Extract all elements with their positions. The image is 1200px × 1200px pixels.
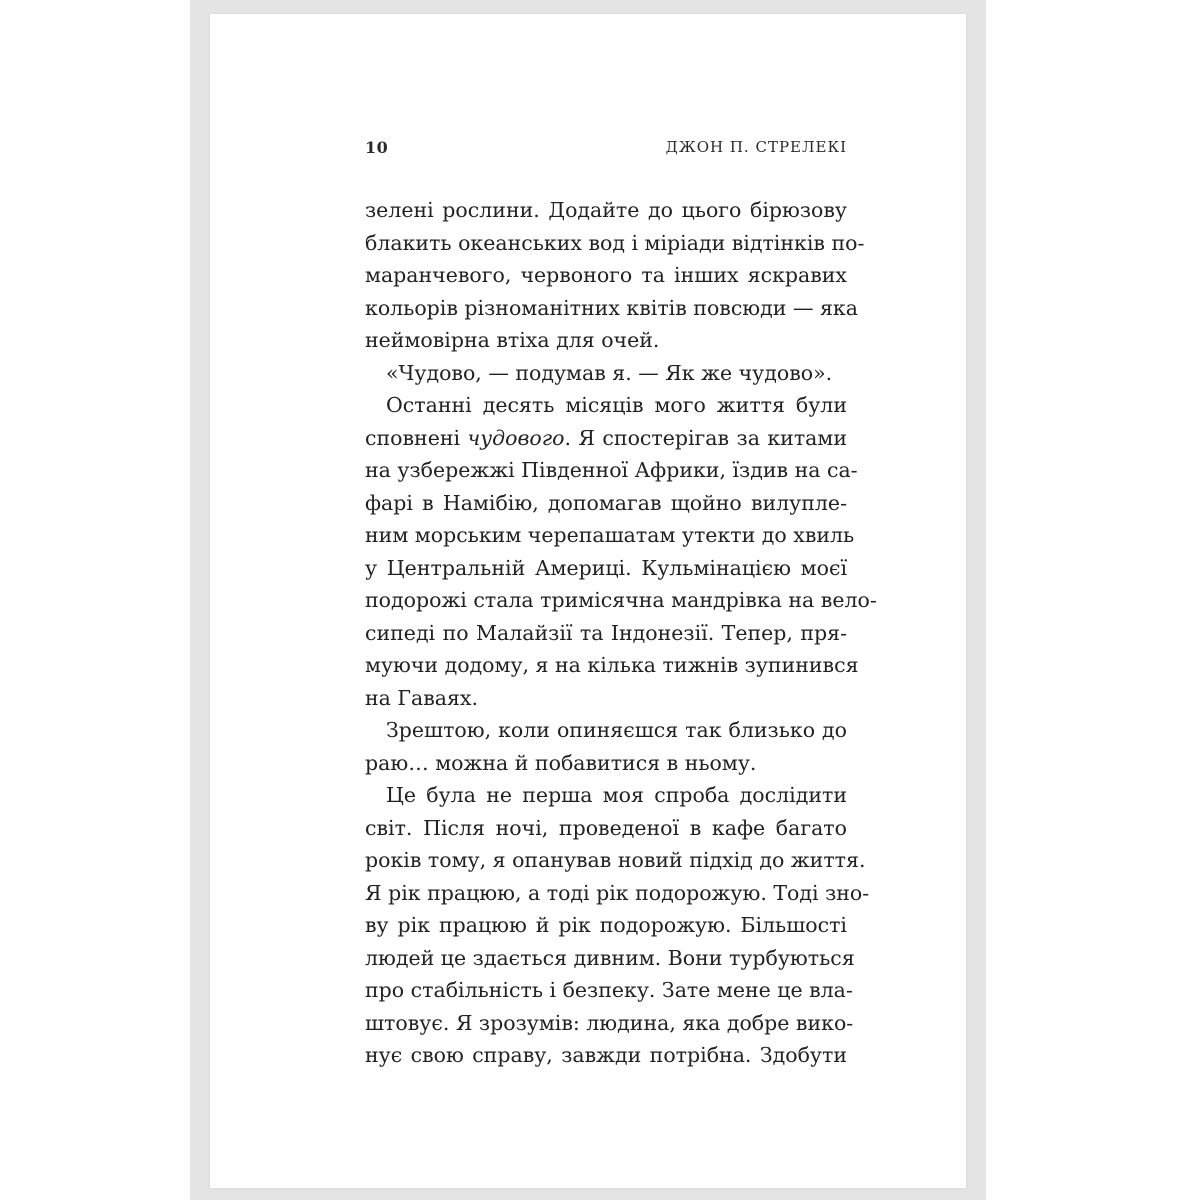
text-run: . Я спостерігав за китами (564, 425, 848, 450)
body-text (365, 194, 877, 1072)
text-line: нує свою справу, завжди потрібна. Здобути (365, 1043, 847, 1067)
text-run: сповнені (365, 425, 468, 450)
text-line: «Чудово, — подумав я. — Як же чудово». (386, 360, 833, 385)
text-line: штовує. Я зрозумів: людина, яка добре вико- (365, 1010, 854, 1035)
text-line: Це була не перша моя спроба дослідити (386, 783, 847, 807)
text-line: у Центральній Америці. Кульмінацією моєї (365, 555, 847, 580)
text-line: років тому, я опанував новий підхід до життя. (365, 848, 866, 872)
text-line: блакить океанських вод і міріади відтінків по- (365, 230, 865, 255)
text-line: раю… можна й побавитися в ньому. (365, 750, 757, 775)
text-line: муючи додому, я на кілька тижнів зупинився (365, 653, 859, 677)
text-line: світ. Після ночі, проведеної в кафе багато (365, 815, 847, 840)
text-line: Зрештою, коли опиняєшся так близько до (386, 718, 847, 742)
text-line: сипеді по Малайзії та Індонезії. Тепер, пря- (365, 620, 847, 645)
text-line: Я рік працюю, а тоді рік подорожую. Тоді зно- (365, 880, 870, 905)
page-number: 10 (365, 138, 389, 157)
text-line: на узбережжі Південної Африки, їздив на са- (365, 458, 858, 482)
text-line (365, 422, 847, 455)
text-line: кольорів різноманітних квітів повсюди — яка (365, 295, 858, 320)
text-line: подорожі стала тримісячна мандрівка на вело- (365, 588, 877, 612)
text-line: неймовірна втіха для очей. (365, 328, 660, 352)
text-line: людей це здається дивним. Вони турбуються (365, 945, 855, 970)
text-line: ву рік працюю й рік подорожую. Більшості (365, 913, 847, 937)
emphasis-text: чудового (467, 425, 565, 450)
running-head-author: ДЖОН П. СТРЕЛЕКІ (665, 138, 847, 156)
text-line: ним морським черепашатам утекти до хвиль (365, 523, 855, 547)
text-line: маранчевого, червоного та інших яскравих (365, 263, 847, 287)
text-line: на Гаваях. (365, 685, 478, 710)
text-line: про стабільність і безпеку. Зате мене це вла- (365, 978, 853, 1002)
text-line: фарі в Намібію, допомагав щойно вилуплe- (365, 490, 847, 515)
running-head (365, 138, 847, 158)
text-line: зелені рослини. Додайте до цього бірюзову (365, 198, 847, 222)
text-line: Останні десять місяців мого життя були (386, 393, 847, 417)
